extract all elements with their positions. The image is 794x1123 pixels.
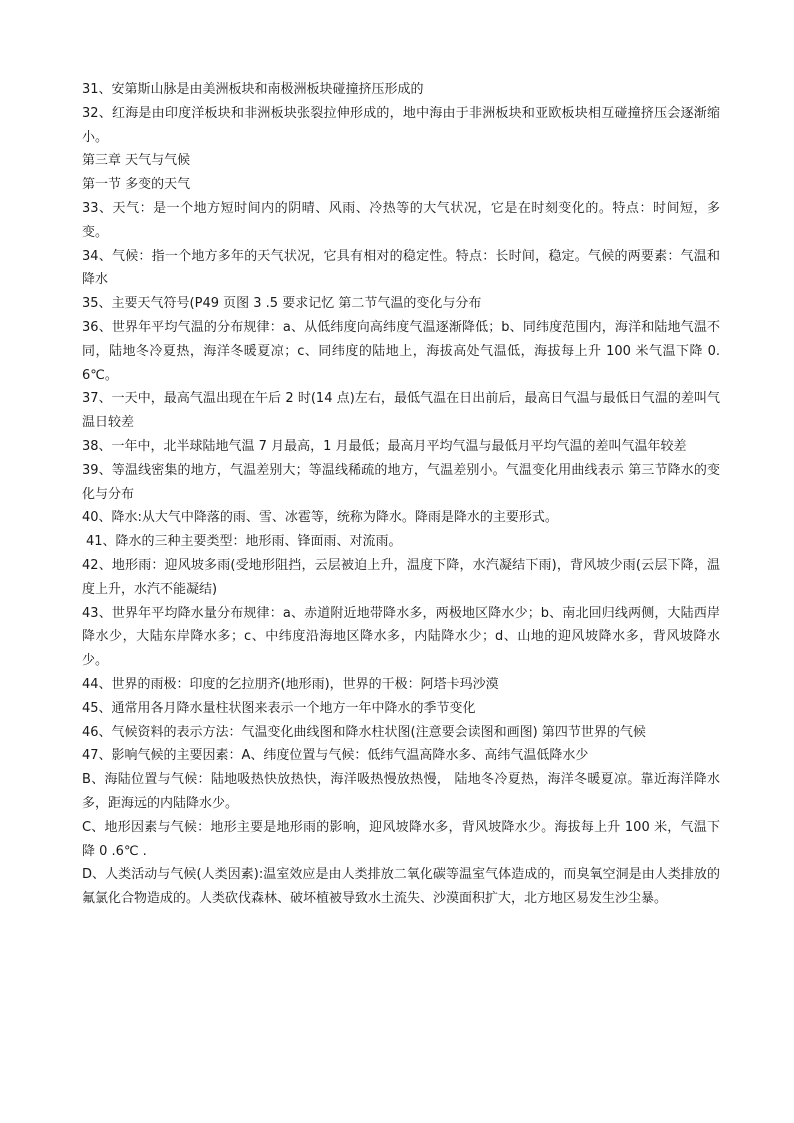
section-heading: 第一节 多变的天气: [82, 177, 191, 193]
paragraph-47-d: D、人类活动与气候(人类因素):温室效应是由人类排放二氧化碳等温室气体造成的，而臭氧空洞是由人类排放的氟氯化合物造成的。人类砍伐森林、破坏植被导致水土流失、沙漠面积扩大，北方地区易发生沙尘暴。: [82, 867, 720, 907]
paragraph-32: 32、红海是由印度洋板块和非洲板块张裂拉伸形成的，地中海由于非洲板块和亚欧板块相互碰撞挤压会逐渐缩小。: [82, 105, 720, 145]
paragraph-42: 42、地形雨：迎风坡多雨(受地形阻挡，云层被迫上升，温度下降，水汽凝结下雨)，背风坡少雨(云层下降，温度上升，水汽不能凝结): [82, 557, 720, 597]
paragraph-41: 41、降水的三种主要类型：地形雨、锋面雨、对流雨。: [86, 534, 402, 550]
paragraph-47: 47、影响气候的主要因素：A、纬度位置与气候：低纬气温高降水多、高纬气温低降水少: [82, 748, 589, 764]
paragraph-47-b: B、海陆位置与气候：陆地吸热快放热快，海洋吸热慢放热慢， 陆地冬冷夏热，海洋冬暖夏凉。靠近海洋降水多，距海远的内陆降水少。: [82, 772, 720, 811]
paragraph-38: 38、一年中，北半球陆地气温 7 月最高，1 月最低；最高月平均气温与最低月平均气温的差叫气温年较差: [82, 438, 687, 454]
chapter-heading: 第三章 天气与气候: [82, 153, 191, 169]
paragraph-45: 45、通常用各月降水量柱状图来表示一个地方一年中降水的季节变化: [82, 700, 476, 716]
paragraph-47-c: C、地形因素与气候：地形主要是地形雨的影响，迎风坡降水多，背风坡降水少。海拔每上升 100 米，气温下降 0 .6℃ .: [82, 819, 720, 859]
paragraph-46: 46、气候资料的表示方法：气温变化曲线图和降水柱状图(注意要会读图和画图) 第四节世界的气候: [82, 724, 646, 740]
paragraph-39: 39、等温线密集的地方，气温差别大；等温线稀疏的地方，气温差别小。气温变化用曲线表示 第三节降水的变化与分布: [82, 462, 720, 502]
paragraph-31: 31、安第斯山脉是由美洲板块和南极洲板块碰撞挤压形成的: [82, 82, 424, 97]
document-body: [82, 78, 720, 911]
paragraph-36: 36、世界年平均气温的分布规律：a、从低纬度向高纬度气温逐渐降低；b、同纬度范围内，海洋和陆地气温不同，陆地冬冷夏热，海洋冬暖夏凉；c、同纬度的陆地上，海拔高处气温低，海拔每上升 100 米气温下降 0.6℃。: [82, 319, 720, 383]
paragraph-40: 40、降水:从大气中降落的雨、雪、冰雹等，统称为降水。降雨是降水的主要形式。: [82, 510, 558, 526]
paragraph-37: 37、一天中，最高气温出现在午后 2 时(14 点)左右，最低气温在日出前后，最高日气温与最低日气温的差叫气温日较差: [82, 391, 720, 431]
paragraph-35: 35、主要天气符号(P49 页图 3 .5 要求记忆 第二节气温的变化与分布: [82, 296, 482, 312]
paragraph-34: 34、气候：指一个地方多年的天气状况，它具有相对的稳定性。特点：长时间，稳定。气候的两要素：气温和降水: [82, 248, 720, 288]
paragraph-43: 43、世界年平均降水量分布规律：a、赤道附近地带降水多，两极地区降水少；b、南北回归线两侧，大陆西岸降水少，大陆东岸降水多；c、中纬度沿海地区降水多，内陆降水少；d、山地的迎风坡降水多，背风坡降水少。: [82, 605, 720, 669]
paragraph-44: 44、世界的雨极：印度的乞拉朋齐(地形雨)，世界的干极：阿塔卡玛沙漠: [82, 676, 499, 692]
paragraph-33: 33、天气：是一个地方短时间内的阴晴、风雨、冷热等的大气状况，它是在时刻变化的。特点：时间短，多变。: [82, 200, 720, 240]
